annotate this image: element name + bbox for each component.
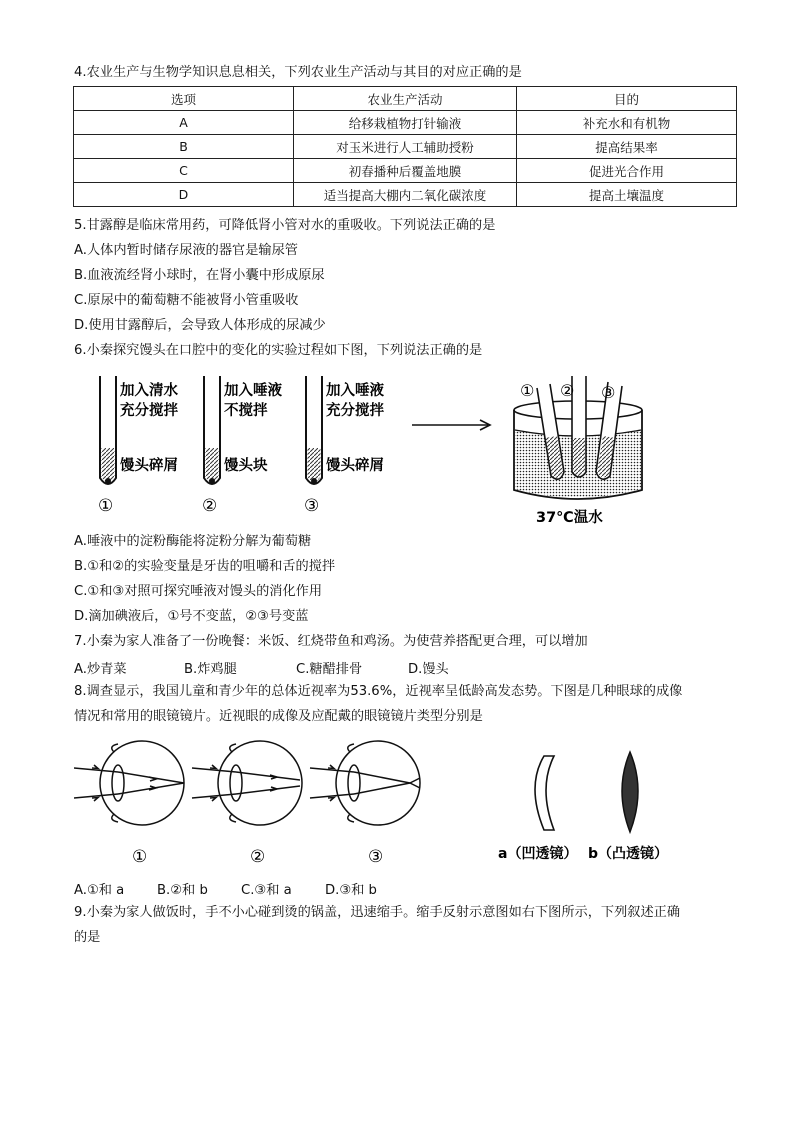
q6-experiment-figure [90, 368, 690, 528]
eye-diagram-1 [74, 741, 184, 825]
q7-option-a: A.炒青菜 [74, 662, 127, 677]
tube1-number: ① [98, 496, 114, 516]
eye3-number: ③ [368, 847, 384, 867]
tube2-label-line2: 不搅拌 [224, 403, 268, 419]
table-cell: C [74, 159, 294, 183]
tube2-label-line1: 加入唾液 [224, 383, 282, 399]
bath-tube1-number: ① [520, 381, 535, 400]
table-cell: 给移栽植物打针输液 [294, 111, 517, 135]
tube2-content-label: 馒头块 [224, 458, 268, 474]
table-header-cell: 选项 [74, 87, 294, 111]
q8-stem-line1: 8.调查显示，我国儿童和青少年的总体近视率为53.6%，近视率呈低龄高发态势。下图是几种眼球的成像 [74, 684, 683, 699]
table-cell: 补充水和有机物 [517, 111, 737, 135]
table-cell: B [74, 135, 294, 159]
table-cell: 促进光合作用 [517, 159, 737, 183]
q7-options [74, 658, 449, 677]
table-header-cell: 目的 [517, 87, 737, 111]
q6-option-c: C.①和③对照可探究唾液对馒头的消化作用 [74, 584, 323, 599]
q5-option-c: C.原尿中的葡萄糖不能被肾小管重吸收 [74, 293, 299, 308]
q9-stem-line1: 9.小秦为家人做饭时，手不小心碰到烫的锅盖，迅速缩手。缩手反射示意图如右下图所示，下列叙述正确 [74, 905, 681, 920]
bath-temperature-label: 37℃温水 [536, 510, 603, 526]
tube3-label-line1: 加入唾液 [326, 383, 384, 399]
table-header-row [74, 87, 737, 111]
table-cell: D [74, 183, 294, 207]
eye1-number: ① [132, 847, 148, 867]
bath-tube2-number: ② [560, 381, 575, 400]
concave-lens-icon [535, 756, 554, 830]
q7-option-d: D.馒头 [408, 662, 449, 677]
q4-stem: 4.农业生产与生物学知识息息相关，下列农业生产活动与其目的对应正确的是 [74, 65, 522, 80]
q8-option-c: C.③和 a [241, 883, 292, 898]
q5-option-d: D.使用甘露醇后，会导致人体形成的尿减少 [74, 318, 326, 333]
q6-option-b: B.①和②的实验变量是牙齿的咀嚼和舌的搅拌 [74, 559, 336, 574]
q8-eye-figure [74, 738, 694, 873]
tube1-label-line2: 充分搅拌 [120, 403, 178, 419]
q8-stem-line2: 情况和常用的眼镜镜片。近视眼的成像及应配戴的眼镜镜片类型分别是 [74, 709, 483, 724]
eye2-number: ② [250, 847, 266, 867]
q7-option-c: C.糖醋排骨 [296, 662, 363, 677]
table-row [74, 183, 737, 207]
q6-stem: 6.小秦探究馒头在口腔中的变化的实验过程如下图，下列说法正确的是 [74, 343, 483, 358]
q9-stem-line2: 的是 [74, 930, 101, 945]
eye-diagram-2 [192, 741, 302, 825]
lens-a-label: a（凹透镜） [498, 846, 578, 862]
q8-options [74, 879, 377, 898]
test-tube-1 [100, 376, 116, 484]
convex-lens-icon [622, 752, 638, 832]
arrow-right-icon [412, 420, 490, 430]
tube2-number: ② [202, 496, 218, 516]
q6-option-d: D.滴加碘液后，①号不变蓝，②③号变蓝 [74, 609, 309, 624]
table-header-cell: 农业生产活动 [294, 87, 517, 111]
eye-diagram-3 [310, 741, 420, 825]
bath-tube3-number: ③ [601, 383, 616, 402]
q8-option-d: D.③和 b [325, 883, 377, 898]
table-cell: 对玉米进行人工辅助授粉 [294, 135, 517, 159]
q4-table [73, 86, 737, 207]
test-tube-2 [204, 376, 220, 484]
table-row [74, 135, 737, 159]
table-cell: 提高结果率 [517, 135, 737, 159]
tube3-content-label: 馒头碎屑 [326, 458, 384, 474]
q5-option-a: A.人体内暂时储存尿液的器官是输尿管 [74, 243, 298, 258]
table-row [74, 111, 737, 135]
tube1-content-label: 馒头碎屑 [120, 458, 178, 474]
lens-b-label: b（凸透镜） [588, 846, 669, 862]
q7-option-b: B.炸鸡腿 [184, 662, 237, 677]
test-tube-3 [306, 376, 322, 484]
q5-option-b: B.血液流经肾小球时，在肾小囊中形成原尿 [74, 268, 325, 283]
q8-option-b: B.②和 b [157, 883, 208, 898]
table-cell: 提高土壤温度 [517, 183, 737, 207]
q8-option-a: A.①和 a [74, 883, 125, 898]
table-cell: 适当提高大棚内二氧化碳浓度 [294, 183, 517, 207]
tube1-label-line1: 加入清水 [120, 383, 178, 399]
tube3-number: ③ [304, 496, 320, 516]
table-cell: 初春播种后覆盖地膜 [294, 159, 517, 183]
tube3-label-line2: 充分搅拌 [326, 403, 384, 419]
q7-stem: 7.小秦为家人准备了一份晚餐：米饭、红烧带鱼和鸡汤。为使营养搭配更合理，可以增加 [74, 634, 588, 649]
table-row [74, 159, 737, 183]
table-cell: A [74, 111, 294, 135]
q5-stem: 5.甘露醇是临床常用药，可降低肾小管对水的重吸收。下列说法正确的是 [74, 218, 496, 233]
q6-option-a: A.唾液中的淀粉酶能将淀粉分解为葡萄糖 [74, 534, 312, 549]
